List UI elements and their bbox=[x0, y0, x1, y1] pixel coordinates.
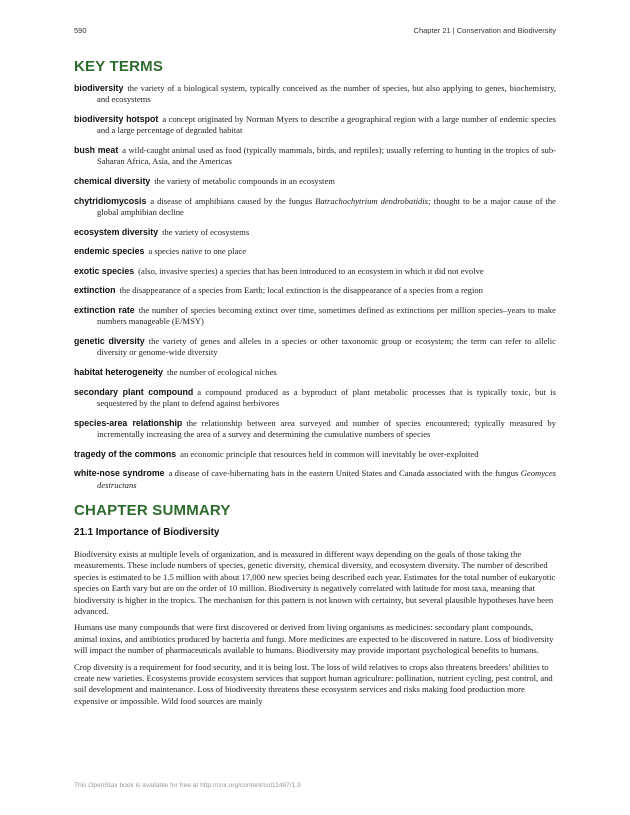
term-word: extinction rate bbox=[74, 304, 135, 315]
term-word: bush meat bbox=[74, 145, 119, 155]
key-term bbox=[74, 305, 556, 328]
term-definition: the variety of genes and alleles in a species or other taxonomic group or ecosystem; the term can refer to allelic diversity or genome-wide diversity bbox=[97, 335, 556, 358]
chapter-summary-heading: CHAPTER SUMMARY bbox=[74, 501, 231, 519]
summary-paragraph: Crop diversity is a requirement for food security, and it is being lost. The loss of wild relatives to crops also threatens breeders’ abilities to create new varieties. Ecosystems provide ecosystem services that support human agriculture: pollination, nutrient cycling, pest control, and soil development and maintenance. Loss of biodiversity threatens these ecosystem services and risks making food production more expensive or impossible. Wild food sources are mainly bbox=[74, 661, 553, 706]
term-definition: (also, invasive species) a species that has been introduced to an ecosystem in which it did not evolve bbox=[138, 265, 484, 276]
term-definition: the variety of ecosystems bbox=[162, 226, 250, 237]
term-word: secondary plant compound bbox=[74, 386, 194, 397]
term-definition: the variety of metabolic compounds in an ecosystem bbox=[154, 176, 335, 186]
term-definition: a disease of cave-hibernating bats in the eastern United States and Canada associated with the fungus bbox=[168, 468, 521, 479]
page-footer: This OpenStax book is available for free at http://cnx.org/content/col11487/1.9 bbox=[74, 782, 301, 789]
key-term bbox=[74, 114, 556, 137]
key-term bbox=[74, 176, 556, 187]
term-definition: an economic principle that resources held in common will inevitably be over-exploited bbox=[180, 448, 479, 459]
key-term bbox=[74, 387, 556, 410]
key-terms-list bbox=[74, 83, 556, 491]
term-definition: the relationship between area surveyed and number of species encountered; typically measured by incrementally increasing the area of a survey and determining the cumulative numbers of species bbox=[97, 417, 556, 439]
term-definition-italic: Batrachochytrium dendrobatidis; bbox=[315, 195, 431, 206]
term-definition: a compound produced as a byproduct of plant metabolic processes that is typically toxic, but is sequestered by the plant to defend against herbivores bbox=[97, 386, 556, 408]
term-word: tragedy of the commons bbox=[74, 448, 177, 459]
term-definition: thought to be a major cause of the global amphibian decline bbox=[97, 195, 556, 217]
key-term bbox=[74, 145, 556, 168]
term-word: ecosystem diversity bbox=[74, 226, 159, 237]
key-term bbox=[74, 367, 556, 378]
term-word: species-area relationship bbox=[74, 417, 183, 428]
term-word: biodiversity bbox=[74, 83, 124, 93]
term-definition: the number of ecological niches bbox=[166, 366, 277, 377]
key-term bbox=[74, 246, 556, 257]
key-term bbox=[74, 196, 556, 219]
term-word: exotic species bbox=[74, 265, 135, 276]
term-definition: the variety of a biological system, typically conceived as the number of species, but also applying to genes, biochemistry, and ecosystems bbox=[97, 83, 556, 105]
key-terms-heading: KEY TERMS bbox=[74, 58, 164, 75]
key-term bbox=[74, 266, 556, 277]
term-definition: a species native to one place bbox=[148, 246, 247, 257]
term-word: biodiversity hotspot bbox=[74, 114, 159, 124]
key-term bbox=[74, 449, 556, 460]
term-word: genetic diversity bbox=[74, 335, 145, 346]
term-word: habitat heterogeneity bbox=[74, 366, 163, 377]
term-definition: a wild-caught animal used as food (typically mammals, birds, and reptiles); usually referring to hunting in the tropics of sub-Saharan Africa, Asia, and the Americas bbox=[97, 145, 556, 167]
running-header bbox=[74, 26, 556, 38]
summary-paragraph: Biodiversity exists at multiple levels of organization, and is measured in different ways depending on the goals of those taking the measurements. These include numbers of species, genetic diversity, chemical diversity, and ecosystem diversity. The number of described species is estimated to be 1.5 million with about 17,000 new species being described each year. Estimates for the total number of eukaryotic species on Earth vary but are on the order of 10 million. Biodiversity is negatively correlated with latitude for most taxa, meaning that biodiversity is higher in the tropics. The mechanism for this pattern is not known with certainty, but several plausible hypotheses have been advanced. bbox=[74, 548, 556, 616]
key-term bbox=[74, 285, 556, 296]
chapter-title: Chapter 21 | Conservation and Biodiversity bbox=[413, 26, 556, 35]
term-definition: the disappearance of a species from Earth; local extinction is the disappearance of a species from a region bbox=[119, 285, 483, 296]
term-word: chemical diversity bbox=[74, 176, 151, 186]
page-number: 590 bbox=[74, 26, 87, 35]
term-word: chytridiomycosis bbox=[74, 195, 147, 206]
page-content bbox=[74, 58, 556, 712]
term-word: white-nose syndrome bbox=[74, 468, 165, 479]
key-term bbox=[74, 336, 556, 359]
key-term bbox=[74, 418, 556, 441]
summary-section-title: 21.1 Importance of Biodiversity bbox=[74, 526, 220, 538]
term-word: extinction bbox=[74, 285, 116, 296]
term-word: endemic species bbox=[74, 246, 145, 257]
term-definition: a disease of amphibians caused by the fungus bbox=[150, 195, 316, 206]
term-definition-italic: Geomyces destructans bbox=[97, 468, 556, 490]
key-term bbox=[74, 227, 556, 238]
key-term bbox=[74, 468, 556, 491]
summary-paragraph: Humans use many compounds that were first discovered or derived from living organisms as medicines: secondary plant compounds, animal toxins, and antibiotics produced by bacteria and fungi. More medicines are expected to be discovered in nature. Loss of biodiversity will impact the number of pharmaceuticals available to humans. Biodiversity may provide important psychological benefits to humans. bbox=[74, 622, 554, 656]
term-definition: a concept originated by Norman Myers to describe a geographical region with a large number of endemic species and a large percentage of degraded habitat bbox=[97, 114, 556, 136]
term-definition: the number of species becoming extinct over time, sometimes defined as extinctions per million species–years to make numbers manageable (E/MSY) bbox=[97, 304, 556, 327]
key-term bbox=[74, 83, 556, 106]
